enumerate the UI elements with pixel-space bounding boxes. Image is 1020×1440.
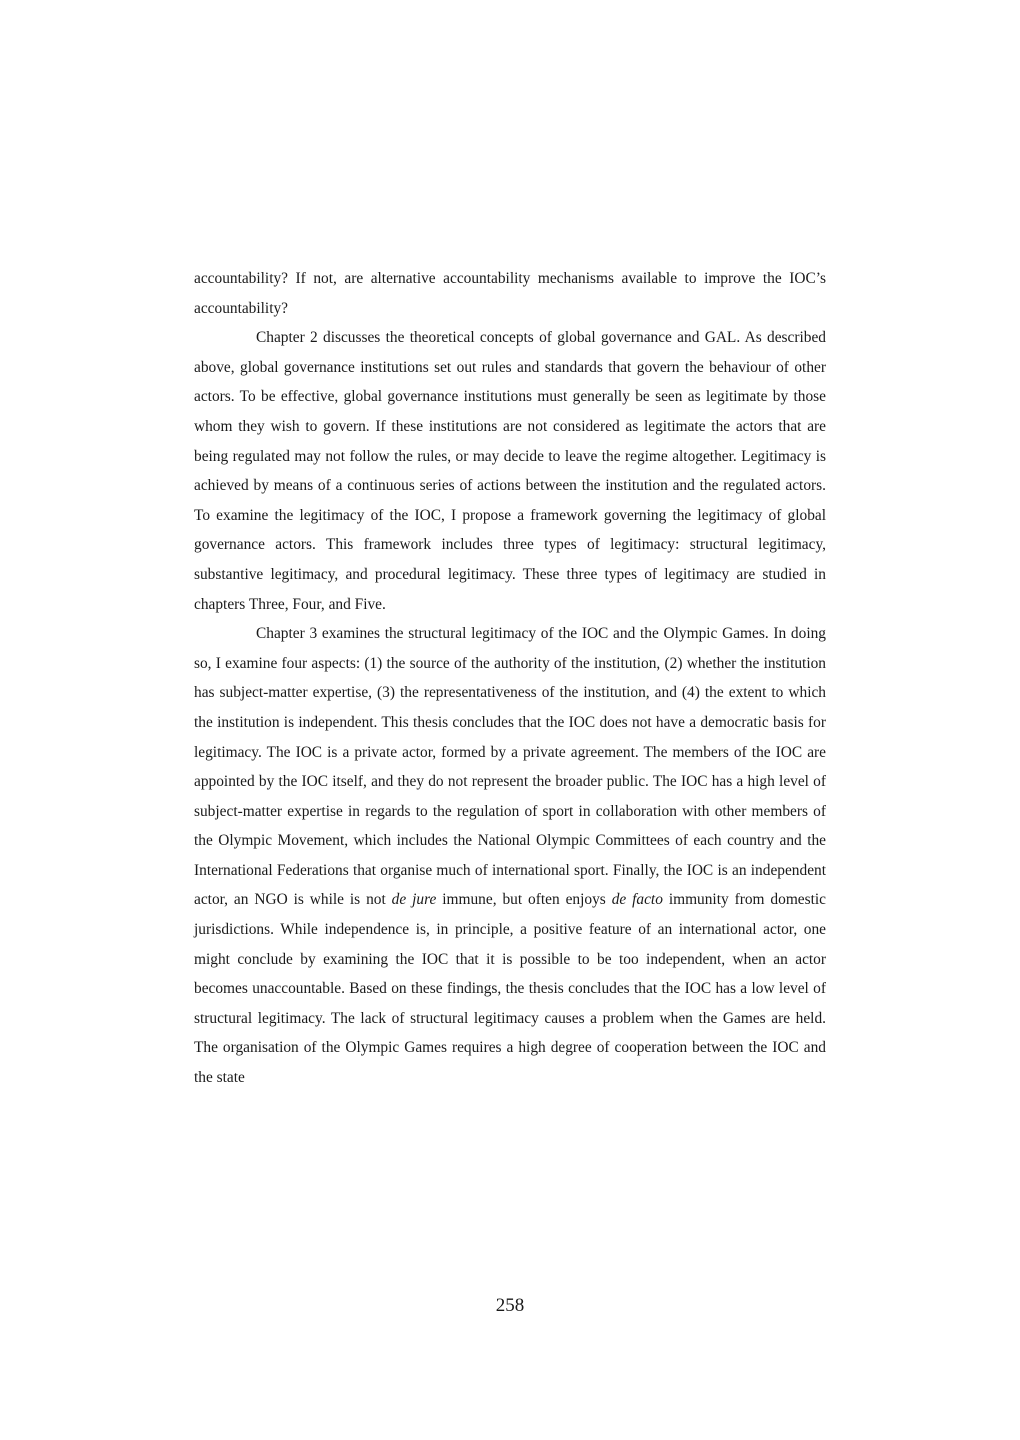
paragraph-chapter-3-part-e: immunity from domestic jurisdictions. While independence is, in principle, a positive feature of an international actor, one might conclude by examining the IOC that it is possible to be too independent, when an actor becomes unaccountable. Based on these findings, the thesis concludes that the IOC has a low level of structural legitimacy. The lack of structural legitimacy causes a problem when the Games are held. The organisation of the Olympic Games requires a high degree of cooperation between the IOC and the state [194, 891, 826, 1087]
paragraph-continued: accountability? If not, are alternative accountability mechanisms available to improve the IOC’s accountability? [194, 270, 826, 317]
page-number: 258 [495, 1295, 525, 1316]
italic-de-jure: de jure [391, 891, 437, 909]
italic-de-facto: de facto [611, 891, 663, 909]
paragraph-chapter-3 [194, 619, 826, 1093]
paragraph-chapter-2: Chapter 2 discusses the theoretical concepts of global governance and GAL. As described above, global governance institutions set out rules and standards that govern the behaviour of other actors. To be effective, global governance institutions must generally be seen as legitimate by those whom they wish to govern. If these institutions are not considered as legitimate the actors that are being regulated may not follow the rules, or may decide to leave the regime altogether. Legitimacy is achieved by means of a continuous series of actions between the institution and the regulated actors. To examine the legitimacy of the IOC, I propose a framework governing the legitimacy of global governance actors. This framework includes three types of legitimacy: structural legitimacy, substantive legitimacy, and procedural legitimacy. These three types of legitimacy are studied in chapters Three, Four, and Five. [194, 329, 826, 613]
body-text [194, 264, 826, 1093]
paragraph-chapter-3-part-c: immune, but often enjoys [436, 891, 612, 909]
paragraph-chapter-3-part-a: Chapter 3 examines the structural legitimacy of the IOC and the Olympic Games. In doing so, I examine four aspects: (1) the source of the authority of the institution, (2) whether the institution has subject-matter expertise, (3) the representativeness of the institution, and (4) the extent to which the institution is independent. This thesis concludes that the IOC does not have a democratic basis for legitimacy. The IOC is a private actor, formed by a private agreement. The members of the IOC are appointed by the IOC itself, and they do not represent the broader public. The IOC has a high level of subject-matter expertise in regards to the regulation of sport in collaboration with other members of the Olympic Movement, which includes the National Olympic Committees of each country and the International Federations that organise much of international sport. Finally, the IOC is an independent actor, an NGO is while is not [194, 625, 826, 909]
